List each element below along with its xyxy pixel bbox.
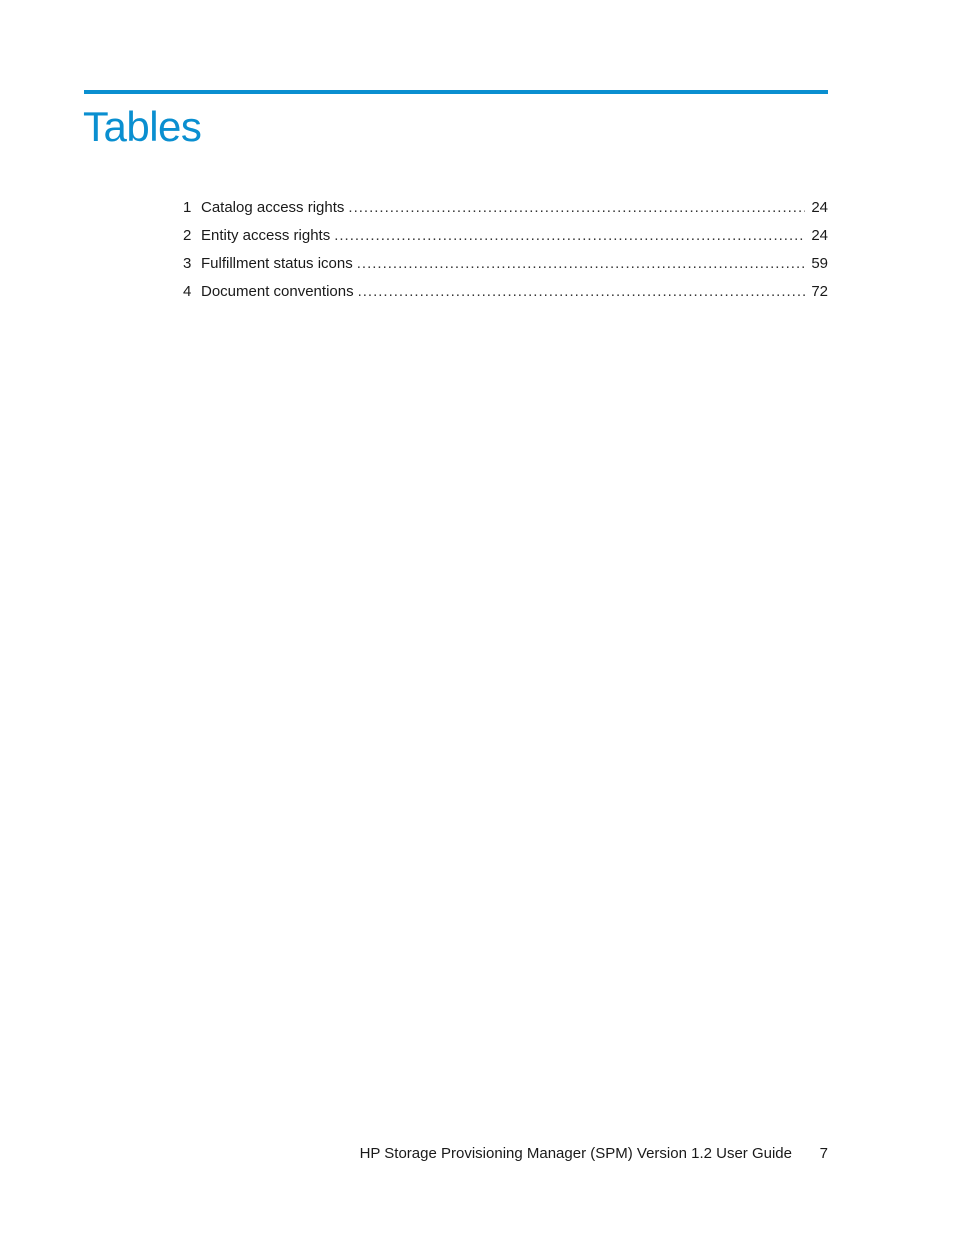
page-footer	[360, 1143, 828, 1165]
page-title: Tables	[83, 103, 202, 150]
toc-entry-page: 24	[811, 227, 828, 244]
toc-entry-number: 4	[183, 283, 192, 300]
toc-entry-label: Fulfillment status icons	[201, 255, 353, 272]
toc-entry-page: 59	[811, 255, 828, 272]
toc-entry-catalog-access-rights[interactable]	[183, 197, 828, 225]
toc-dot-leader	[357, 253, 806, 275]
toc-entry-document-conventions[interactable]	[183, 281, 828, 309]
toc-entry-page: 72	[811, 283, 828, 300]
toc-entry-number: 3	[183, 255, 192, 272]
toc-entry-label: Catalog access rights	[201, 199, 345, 216]
toc-dot-leader	[358, 281, 806, 303]
footer-page-number: 7	[819, 1145, 828, 1162]
toc-dot-leader	[334, 225, 805, 247]
table-of-tables	[183, 197, 828, 309]
toc-entry-label: Document conventions	[201, 283, 354, 300]
title-rule	[84, 90, 828, 94]
footer-doc-title: HP Storage Provisioning Manager (SPM) Version 1.2 User Guide	[359, 1145, 792, 1162]
toc-entry-page: 24	[811, 199, 828, 216]
toc-entry-number: 2	[183, 227, 192, 244]
toc-entry-label: Entity access rights	[201, 227, 331, 244]
toc-entry-entity-access-rights[interactable]	[183, 225, 828, 253]
toc-entry-fulfillment-status-icons[interactable]	[183, 253, 828, 281]
toc-entry-number: 1	[183, 199, 192, 216]
toc-dot-leader	[348, 197, 805, 219]
